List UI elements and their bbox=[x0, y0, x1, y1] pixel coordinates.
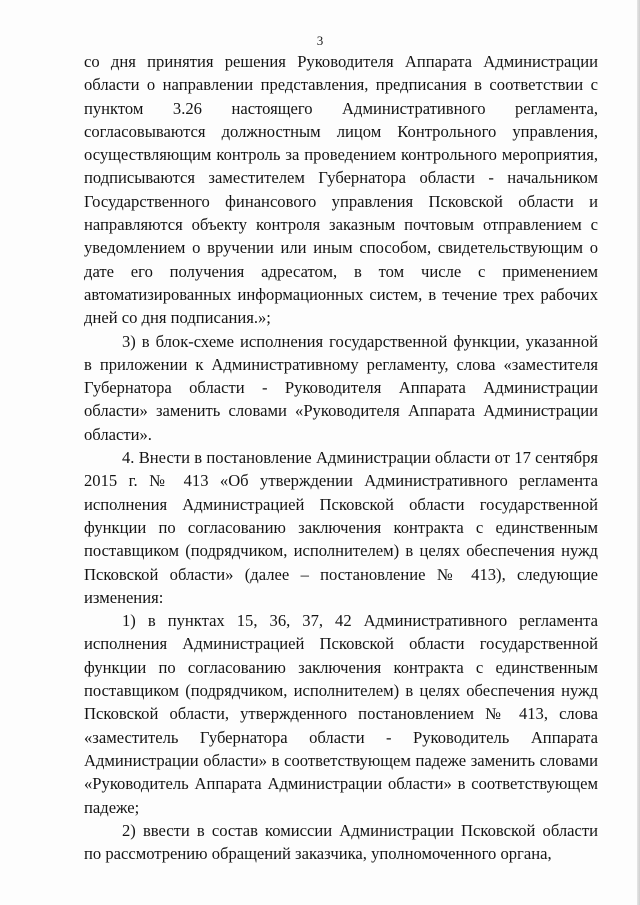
paragraph-item-1: 1) в пунктах 15, 36, 37, 42 Административного регламента исполнения Администрацией Псковской области государственной функции по согласованию заключения контракта с единственным поставщиком (подрядчиком, исполнителем) в целях обеспечения нужд Псковской области, утвержденного постановлением № 413, слова «заместитель Губернатора области - Руководитель Аппарата Администрации области» в соответствующем падеже заменить словами «Руководитель Аппарата Администрации области» в соответствующем падеже; bbox=[84, 611, 598, 817]
paragraph-section-4: 4. Внести в постановление Администрации области от 17 сентября 2015 г. № 413 «Об утверждении Административного регламента исполнения Администрацией Псковской области государственной функции по согласованию заключения контракта с единственным поставщиком (подрядчиком, исполнителем) в целях обеспечения нужд Псковской области» (далее – постановление № 413), следующие изменения: bbox=[84, 448, 598, 607]
document-body bbox=[84, 50, 598, 865]
paragraph-continuation: со дня принятия решения Руководителя Аппарата Администрации области о направлении представления, предписания в соответствии с пунктом 3.26 настоящего Административного регламента, согласовываются должностным лицом Контрольного управления, осуществляющим контроль за проведением контрольного мероприятия, подписываются заместителем Губернатора области - начальником Государственного финансового управления Псковской области и направляются объекту контроля заказным почтовым отправлением с уведомлением о вручении или иным способом, свидетельствующим о дате его получения адресатом, в том числе с применением автоматизированных информационных систем, в течение трех рабочих дней со дня подписания.»; bbox=[84, 52, 598, 328]
page-number: 3 bbox=[316, 33, 324, 48]
paragraph-item-3: 3) в блок-схеме исполнения государственной функции, указанной в приложении к Административному регламенту, слова «заместителя Губернатора области - Руководителя Аппарата Администрации области» заменить словами «Руководителя Аппарата Администрации области». bbox=[84, 331, 598, 444]
paragraph-item-2: 2) ввести в состав комиссии Администрации Псковской области по рассмотрению обращений заказчика, уполномоченного органа, bbox=[84, 820, 598, 864]
